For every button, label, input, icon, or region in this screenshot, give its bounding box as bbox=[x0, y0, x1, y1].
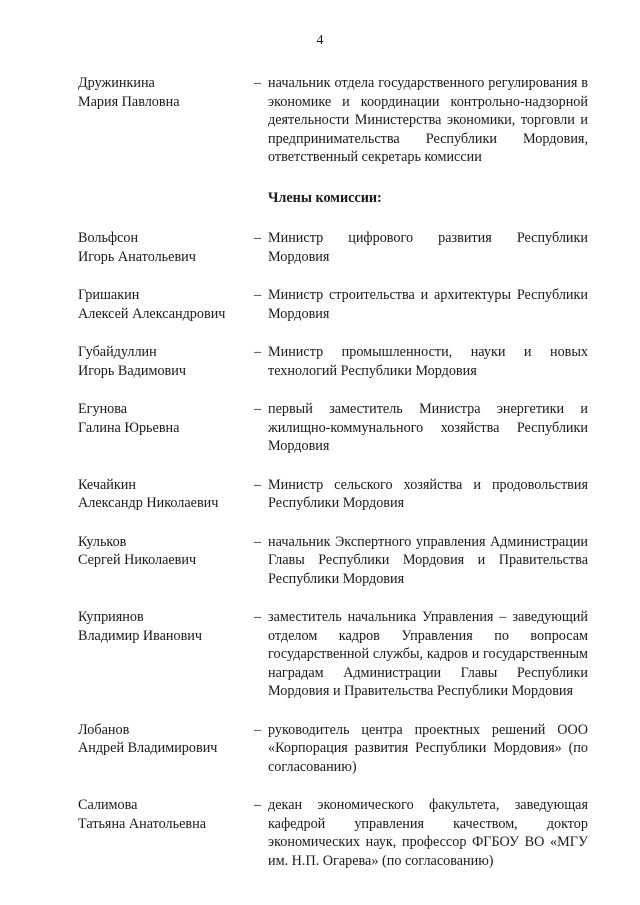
member-entry bbox=[78, 608, 588, 701]
person-role: Министр строительства и архитектуры Республики Мордовия bbox=[268, 287, 588, 322]
person-name bbox=[78, 286, 254, 323]
person-given-names: Алексей Александрович bbox=[78, 305, 226, 322]
person-role: Министр цифрового развития Республики Мордовия bbox=[268, 230, 588, 265]
person-name bbox=[78, 343, 254, 380]
member-entry bbox=[78, 343, 588, 380]
spacer bbox=[78, 701, 588, 721]
dash-separator: – bbox=[254, 533, 262, 550]
dash-separator: – bbox=[254, 230, 262, 246]
person-given-names: Сергей Николаевич bbox=[78, 552, 197, 568]
members-heading: Члены комиссии: bbox=[268, 189, 382, 206]
spacer bbox=[78, 456, 588, 476]
person-given-names: Игорь Вадимович bbox=[78, 362, 186, 379]
person-role: заместитель начальника Управления – заведующий отделом кадров Управления по вопросам государственной службы, кадров и государственным наградам Администрации Главы Республики Мордовия и Правительства Республики Мордовия bbox=[268, 609, 588, 699]
person-surname: Егунова bbox=[78, 401, 128, 417]
person-surname: Лобанов bbox=[78, 721, 130, 738]
person-role: начальник отдела государственного регулирования в экономике и координации контрольно-надзорной деятельности Министерства экономики, торговли и предпринимательства Республики Мордовия, ответственный секретарь комиссии bbox=[268, 75, 588, 165]
commission-list bbox=[78, 74, 588, 870]
person-name bbox=[78, 400, 254, 456]
dash-separator: – bbox=[254, 401, 262, 417]
member-entry bbox=[78, 400, 588, 456]
person-given-names: Александр Николаевич bbox=[78, 495, 219, 511]
person-role: декан экономического факультета, заведующая кафедрой управления качеством, доктор экономических наук, профессор ФГБОУ ВО «МГУ им. Н.П. Огарева» (по согласованию) bbox=[268, 797, 588, 869]
person-name bbox=[78, 533, 254, 589]
person-surname: Салимова bbox=[78, 797, 138, 813]
person-given-names: Татьяна Анатольевна bbox=[78, 815, 206, 832]
person-name bbox=[78, 74, 254, 167]
person-surname: Кечайкин bbox=[78, 476, 136, 493]
person-role: руководитель центра проектных решений ООО «Корпорация развития Республики Мордовия» (по согласованию) bbox=[268, 721, 588, 775]
person-role: Министр сельского хозяйства и продовольствия Республики Мордовия bbox=[268, 476, 588, 511]
person-given-names: Андрей Владимирович bbox=[78, 740, 218, 756]
member-entry bbox=[78, 533, 588, 589]
person-surname: Вольфсон bbox=[78, 230, 139, 246]
person-given-names: Галина Юрьевна bbox=[78, 419, 180, 436]
member-entry bbox=[78, 229, 588, 266]
person-given-names: Мария Павловна bbox=[78, 93, 180, 110]
spacer bbox=[78, 776, 588, 796]
person-name bbox=[78, 476, 254, 513]
person-surname: Губайдуллин bbox=[78, 344, 157, 360]
spacer bbox=[78, 380, 588, 400]
spacer bbox=[78, 513, 588, 533]
person-surname: Кульков bbox=[78, 533, 127, 550]
dash-separator: – bbox=[254, 721, 262, 738]
spacer bbox=[78, 588, 588, 608]
person-name bbox=[78, 229, 254, 266]
dash-separator: – bbox=[254, 797, 262, 813]
person-given-names: Игорь Анатольевич bbox=[78, 248, 196, 265]
member-entry bbox=[78, 796, 588, 870]
dash-separator: – bbox=[254, 287, 262, 303]
dash-separator: – bbox=[254, 609, 262, 625]
person-role: начальник Экспертного управления Администрации Главы Республики Мордовия и Правительства Республики Мордовия bbox=[268, 533, 588, 587]
person-role: первый заместитель Министра энергетики и жилищно-коммунального хозяйства Республики Мордовия bbox=[268, 401, 588, 454]
member-entry bbox=[78, 286, 588, 323]
person-role: Министр промышленности, науки и новых технологий Республики Мордовия bbox=[268, 344, 588, 379]
spacer bbox=[78, 266, 588, 286]
member-entry bbox=[78, 721, 588, 777]
dash-separator: – bbox=[254, 75, 262, 91]
dash-separator: – bbox=[254, 476, 262, 493]
page-number: 4 bbox=[316, 33, 324, 48]
person-name bbox=[78, 608, 254, 701]
person-name bbox=[78, 721, 254, 777]
person-surname: Гришакин bbox=[78, 287, 140, 303]
person-name bbox=[78, 796, 254, 870]
spacer bbox=[78, 167, 588, 189]
person-surname: Куприянов bbox=[78, 609, 144, 625]
member-entry bbox=[78, 476, 588, 513]
spacer bbox=[78, 323, 588, 343]
secretary-entry bbox=[78, 74, 588, 167]
person-given-names: Владимир Иванович bbox=[78, 627, 203, 644]
spacer bbox=[78, 207, 588, 229]
person-surname: Дружинкина bbox=[78, 75, 155, 91]
dash-separator: – bbox=[254, 344, 262, 360]
